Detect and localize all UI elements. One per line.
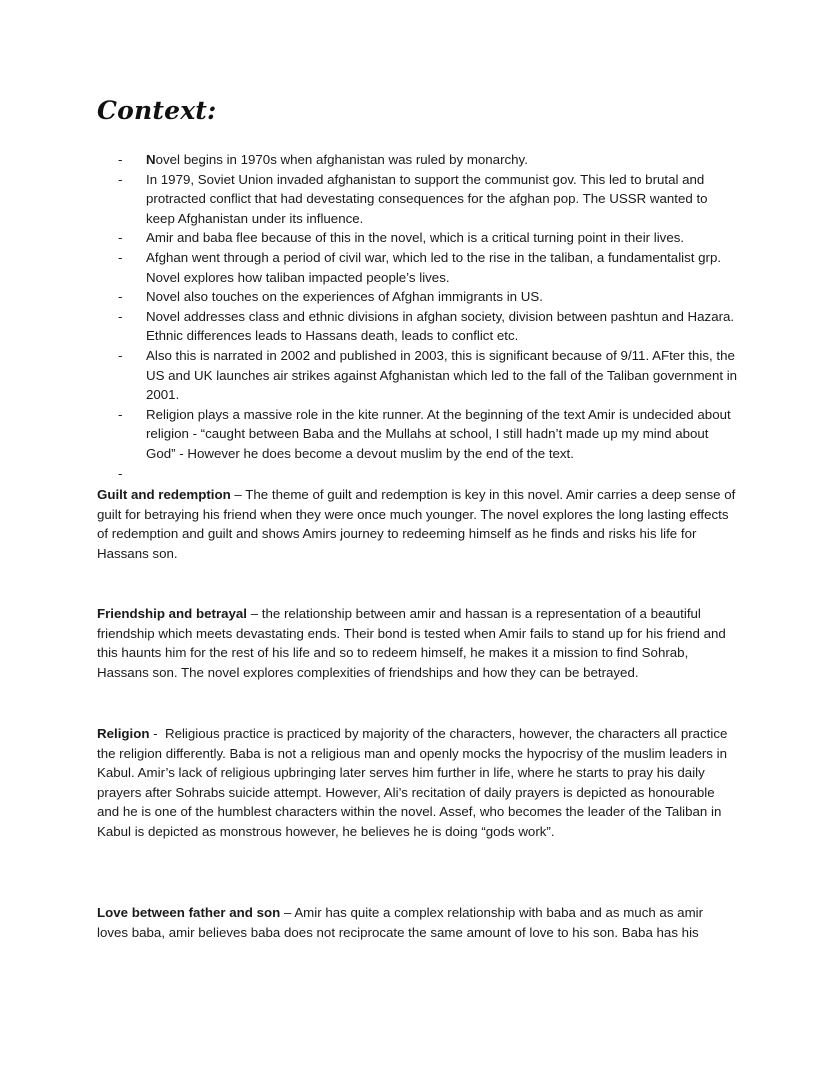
theme-term: Friendship and betrayal <box>97 606 247 621</box>
theme-separator: – <box>247 606 262 621</box>
bullet-marker: - <box>118 249 123 265</box>
bullet-lead: N <box>146 152 156 167</box>
bullet-marker: - <box>118 465 123 481</box>
context-bullet-list <box>118 150 738 483</box>
bullet-item <box>118 405 738 464</box>
bullet-item-empty <box>118 464 738 484</box>
theme-text: Amir has quite a complex relationship with baba and as much as amir loves baba, amir believes baba does not reciprocate the same amount of love to his son. Baba has his <box>97 905 704 940</box>
bullet-item <box>118 287 738 307</box>
theme-text: Religious practice is practiced by majority of the characters, however, the characters all practice the religion differently. Baba is not a religious man and openly mocks the hypocrisy of the muslim leaders in Kabul. Amir’s lack of religious upbringing later serves him further in life, where he starts to pray his daily prayers after Sohrabs suicide attempt. However, Ali’s recitation of daily prayers is depicted as honourable and he is one of the humblest characters within the novel. Assef, who becomes the leader of the Taliban in Kabul is depicted as monstrous however, he believes he is doing “gods work”. <box>97 726 728 839</box>
bullet-item <box>118 170 738 229</box>
bullet-text: Novel addresses class and ethnic divisions in afghan society, division between pashtun and Hazara. Ethnic differences leads to Hassans death, leads to conflict etc. <box>146 308 735 344</box>
bullet-marker: - <box>118 347 123 363</box>
theme-separator: - <box>149 726 165 741</box>
theme-friendship-betrayal <box>97 604 737 682</box>
bullet-text: Also this is narrated in 2002 and published in 2003, this is significant because of 9/11. AFter this, the US and UK launches air strikes against Afghanistan which led to the fall of the Taliban government in 2001. <box>146 347 738 403</box>
bullet-marker: - <box>118 308 123 324</box>
theme-separator: – <box>230 487 246 502</box>
bullet-marker: - <box>118 152 123 167</box>
bullet-marker: - <box>118 230 123 246</box>
theme-term: Religion <box>97 726 150 741</box>
bullet-text: In 1979, Soviet Union invaded afghanistan to support the communist gov. This led to brutal and protracted conflict that had devestating consequences for the afghan pop. The USSR wanted to keep Afghanistan under its influence. <box>146 171 708 226</box>
bullet-text: Religion plays a massive role in the kite runner. At the beginning of the text Amir is undecided about religion - “caught between Baba and the Mullahs at school, I still hadn’t made up my mind about God” - However he does become a devout muslim by the end of the text. <box>146 406 731 461</box>
theme-text: the relationship between amir and hassan is a representation of a beautiful friendship which meets devastating ends. Their bond is tested when Amir fails to stand up for his friend and this haunts him for the rest of his life and so to redeem himself, he makes it a mission to find Sohrab, Hassans son. The novel explores complexities of friendships and how they can be betrayed. <box>97 606 726 680</box>
context-heading: Context: <box>97 96 217 125</box>
bullet-item <box>118 248 738 287</box>
theme-guilt-redemption <box>97 485 737 563</box>
bullet-text: ovel begins in 1970s when afghanistan was ruled by monarchy. <box>155 152 528 167</box>
bullet-text: Afghan went through a period of civil war, which led to the rise in the taliban, a fundamentalist grp. Novel explores how taliban impacted people’s lives. <box>146 249 722 285</box>
bullet-marker: - <box>118 171 123 187</box>
theme-father-son-love <box>97 903 737 942</box>
theme-term: Love between father and son <box>97 905 281 920</box>
theme-text: The theme of guilt and redemption is key in this novel. Amir carries a deep sense of guilt for betraying his friend when they were once much younger. The novel explores the long lasting effects of redemption and guilt and shows Amirs journey to redeeming himself as he finds and risks his life for Hassans son. <box>97 487 736 561</box>
theme-separator: – <box>280 905 295 920</box>
bullet-text: Novel also touches on the experiences of Afghan immigrants in US. <box>146 289 543 305</box>
theme-religion <box>97 724 737 842</box>
theme-term: Guilt and redemption <box>97 487 231 502</box>
bullet-item <box>118 307 738 346</box>
bullet-marker: - <box>118 406 123 422</box>
bullet-text <box>146 466 150 481</box>
bullet-item <box>118 346 738 405</box>
bullet-marker: - <box>118 289 123 305</box>
bullet-item <box>118 150 738 170</box>
bullet-item <box>118 228 738 248</box>
bullet-text: Amir and baba flee because of this in the novel, which is a critical turning point in their lives. <box>146 230 685 246</box>
